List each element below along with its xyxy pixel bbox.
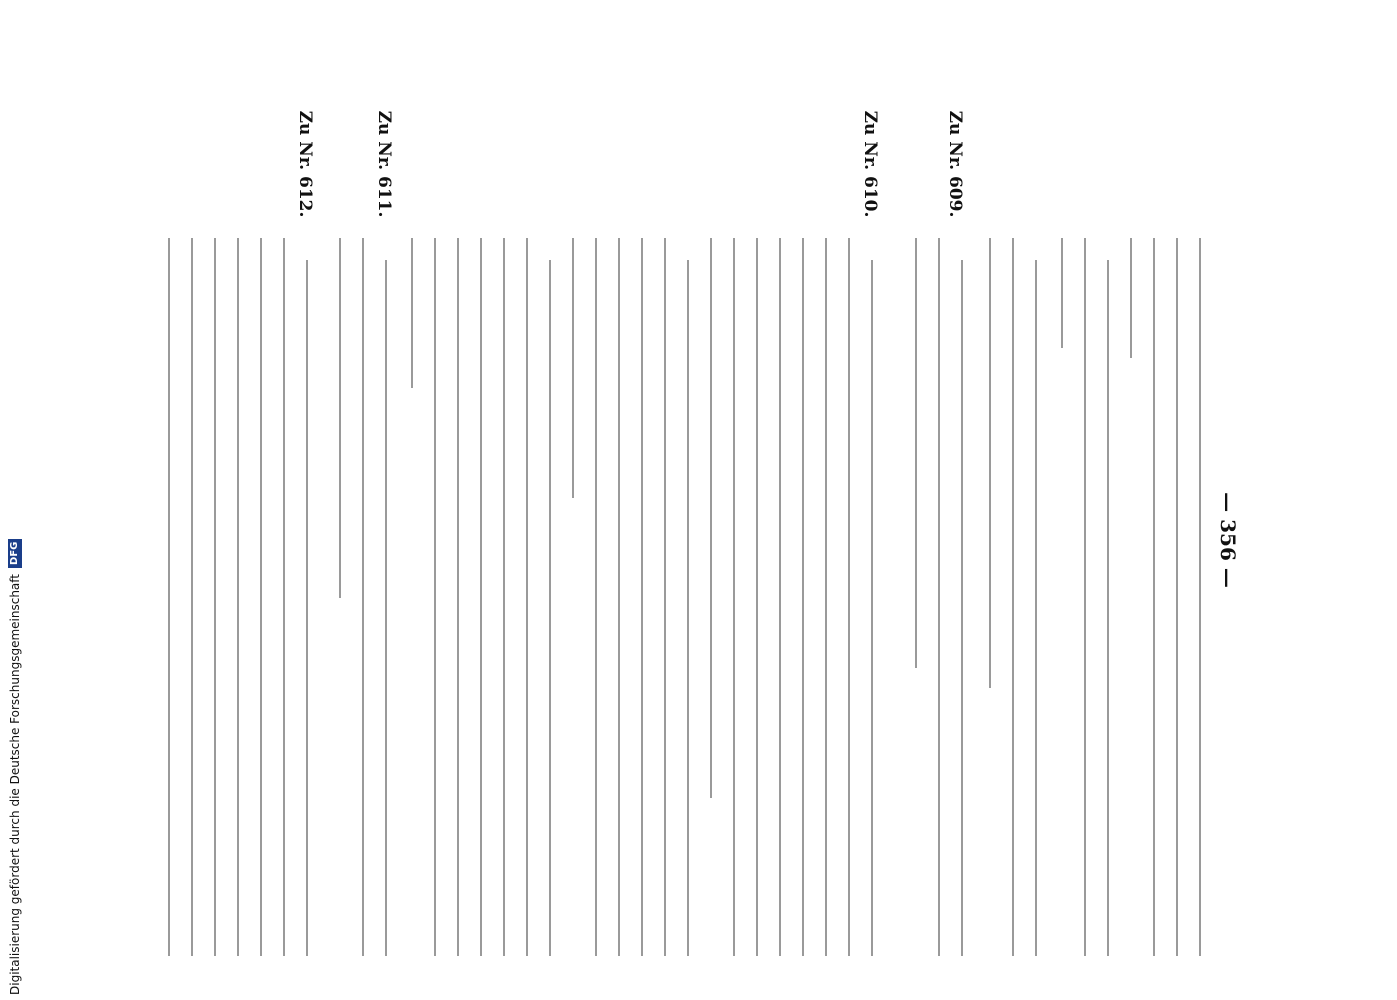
text-line — [1107, 260, 1109, 956]
text-line — [191, 238, 193, 956]
dfg-logo: DFG — [8, 539, 22, 568]
text-line — [283, 238, 285, 956]
text-line — [434, 238, 436, 956]
section-heading-609: Zu Nr. 609. — [945, 110, 965, 218]
text-line — [618, 238, 620, 956]
text-line — [733, 238, 735, 956]
text-line — [411, 238, 413, 388]
text-line — [168, 238, 170, 956]
text-line — [938, 238, 940, 956]
section-heading-610: Zu Nr. 610. — [860, 110, 880, 218]
text-line — [572, 238, 574, 498]
text-line — [687, 260, 689, 956]
text-line — [457, 238, 459, 956]
text-line — [306, 260, 308, 956]
text-line — [526, 238, 528, 956]
text-line — [362, 238, 364, 956]
text-line — [871, 260, 873, 956]
text-line — [664, 238, 666, 956]
section-heading-612: Zu Nr. 612. — [295, 110, 315, 218]
text-line — [503, 238, 505, 956]
text-line — [549, 260, 551, 956]
footer-text: Digitalisierung gefördert durch die Deutsche Forschungsgemeinschaft — [8, 573, 22, 995]
text-line — [1176, 238, 1178, 956]
text-line — [989, 238, 991, 688]
text-line — [641, 238, 643, 956]
text-line — [237, 238, 239, 956]
text-line — [756, 238, 758, 956]
text-line — [214, 238, 216, 956]
text-line — [825, 238, 827, 956]
text-line — [1199, 238, 1201, 956]
text-line — [385, 260, 387, 956]
text-line — [779, 238, 781, 956]
page-number: — 356 — — [1216, 492, 1240, 588]
text-line — [1084, 238, 1086, 956]
text-line — [480, 238, 482, 956]
text-line — [710, 238, 712, 798]
text-line — [1035, 260, 1037, 956]
digitization-footer — [8, 539, 22, 995]
section-heading-611: Zu Nr. 611. — [374, 110, 394, 218]
text-line — [595, 238, 597, 956]
text-line — [339, 238, 341, 598]
text-line — [915, 238, 917, 668]
text-line — [1153, 238, 1155, 956]
text-line — [1130, 238, 1132, 358]
text-line — [848, 238, 850, 956]
text-line — [1012, 238, 1014, 956]
text-line — [802, 238, 804, 956]
text-line — [961, 260, 963, 956]
text-line — [260, 238, 262, 956]
text-line — [1061, 238, 1063, 348]
